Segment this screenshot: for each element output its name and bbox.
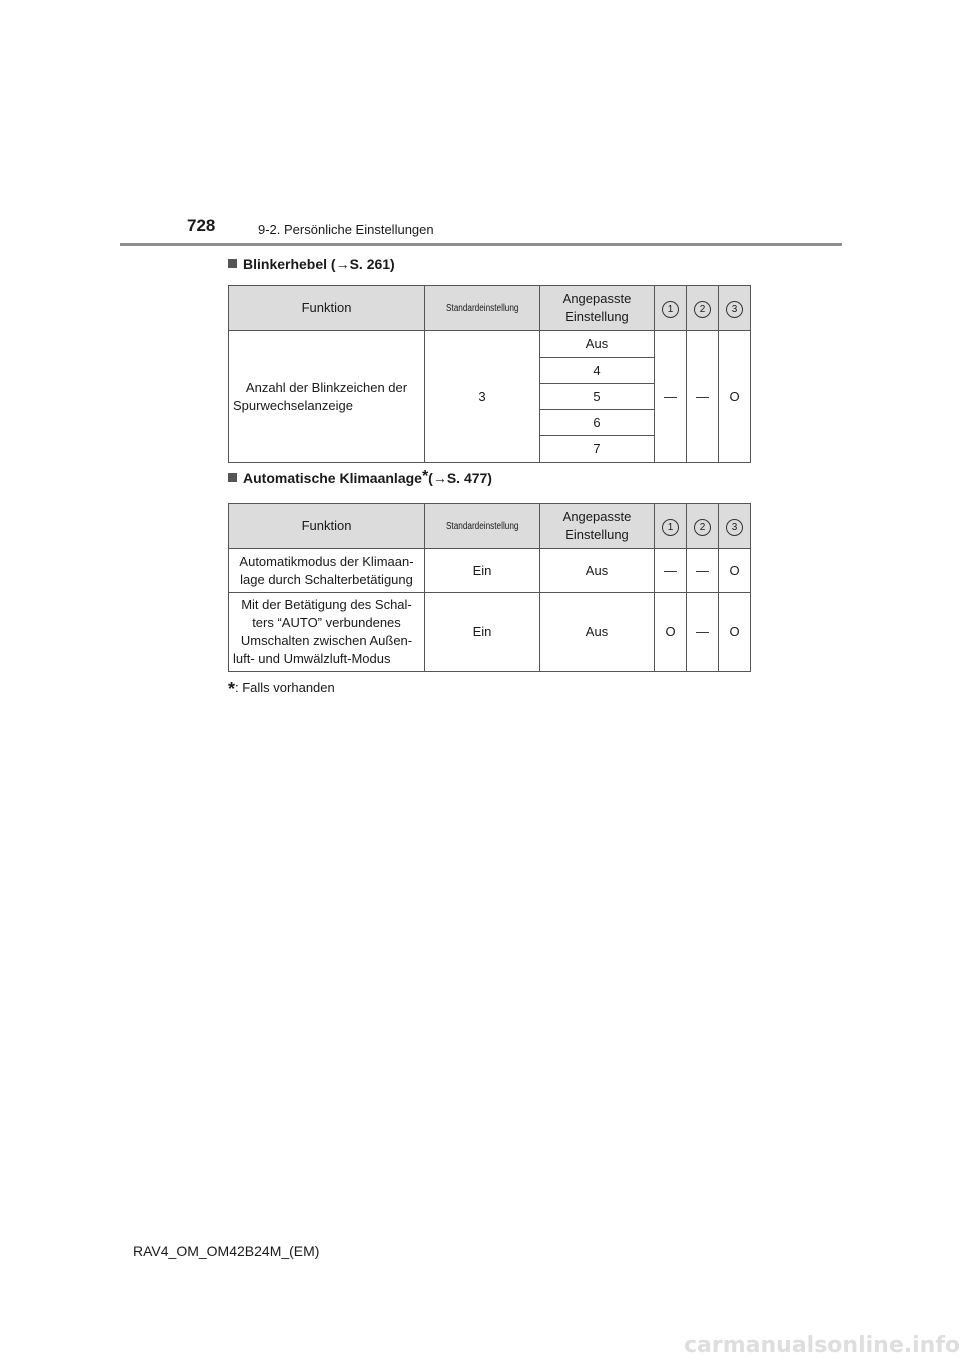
square-bullet-icon: [228, 473, 237, 482]
col-angepasst: Angepasste Einstellung: [540, 504, 655, 549]
circled-number-icon: 2: [694, 301, 711, 318]
c3-cell: O: [719, 331, 751, 463]
option-cell: Aus: [540, 331, 655, 358]
table-row: [229, 331, 751, 358]
heading-klimaanlage: Automatische Klimaanlage * (→S. 477): [228, 470, 492, 486]
option-cell: 6: [540, 410, 655, 436]
table-blinkerhebel: [228, 285, 751, 463]
c3-cell: O: [719, 593, 751, 672]
circled-number-icon: 2: [694, 519, 711, 536]
page-number: 728: [187, 216, 216, 235]
footnote: [228, 676, 335, 697]
circled-number-icon: 1: [662, 519, 679, 536]
circled-number-icon: 3: [726, 301, 743, 318]
col-2: [687, 286, 719, 331]
section-title: 9-2. Persönliche Einstellungen: [258, 222, 434, 237]
col-angepasst: Angepasste Einstellung: [540, 286, 655, 331]
c3-cell: O: [719, 549, 751, 593]
heading-text: Blinkerhebel (→S. 261): [243, 256, 395, 272]
square-bullet-icon: [228, 259, 237, 268]
col-1: [655, 286, 687, 331]
c2-cell: —: [687, 593, 719, 672]
option-cell: 7: [540, 436, 655, 463]
c2-cell: —: [687, 331, 719, 463]
header-rule: [120, 243, 842, 246]
custom-cell: Aus: [540, 593, 655, 672]
option-cell: 5: [540, 384, 655, 410]
col-funktion: Funktion: [229, 286, 425, 331]
option-cell: 4: [540, 358, 655, 384]
col-3: [719, 286, 751, 331]
col-1: [655, 504, 687, 549]
table-row: [229, 549, 751, 593]
asterisk-mark: *: [228, 679, 236, 699]
heading-ref: (→S. 477): [428, 470, 492, 486]
c1-cell: —: [655, 331, 687, 463]
heading-text: Automatische Klimaanlage: [243, 470, 422, 486]
function-cell: Anzahl der Blinkzeichen der Spurwechselanzeige: [229, 331, 425, 463]
watermark: carmanualsonline.info: [684, 1333, 960, 1358]
col-funktion: Funktion: [229, 504, 425, 549]
function-cell: Mit der Betätigung des Schal-ters “AUTO” verbundenes Umschalten zwischen Außen-luft- und Umwälzluft-Modus: [229, 593, 425, 672]
function-cell: Automatikmodus der Klimaan-lage durch Schalterbetätigung: [229, 549, 425, 593]
default-cell: 3: [425, 331, 540, 463]
heading-blinkerhebel: [228, 256, 395, 272]
table-header-row: [229, 504, 751, 549]
footnote-text: : Falls vorhanden: [235, 680, 335, 695]
col-3: [719, 504, 751, 549]
col-2: [687, 504, 719, 549]
col-standard: Standardeinstellung: [425, 286, 540, 331]
table-row: [229, 593, 751, 672]
c1-cell: O: [655, 593, 687, 672]
table-header-row: [229, 286, 751, 331]
default-cell: Ein: [425, 549, 540, 593]
document-code: RAV4_OM_OM42B24M_(EM): [133, 1243, 320, 1259]
circled-number-icon: 3: [726, 519, 743, 536]
circled-number-icon: 1: [662, 301, 679, 318]
custom-cell: Aus: [540, 549, 655, 593]
default-cell: Ein: [425, 593, 540, 672]
col-standard: Standardeinstellung: [425, 504, 540, 549]
c2-cell: —: [687, 549, 719, 593]
c1-cell: —: [655, 549, 687, 593]
table-klimaanlage: [228, 503, 751, 672]
